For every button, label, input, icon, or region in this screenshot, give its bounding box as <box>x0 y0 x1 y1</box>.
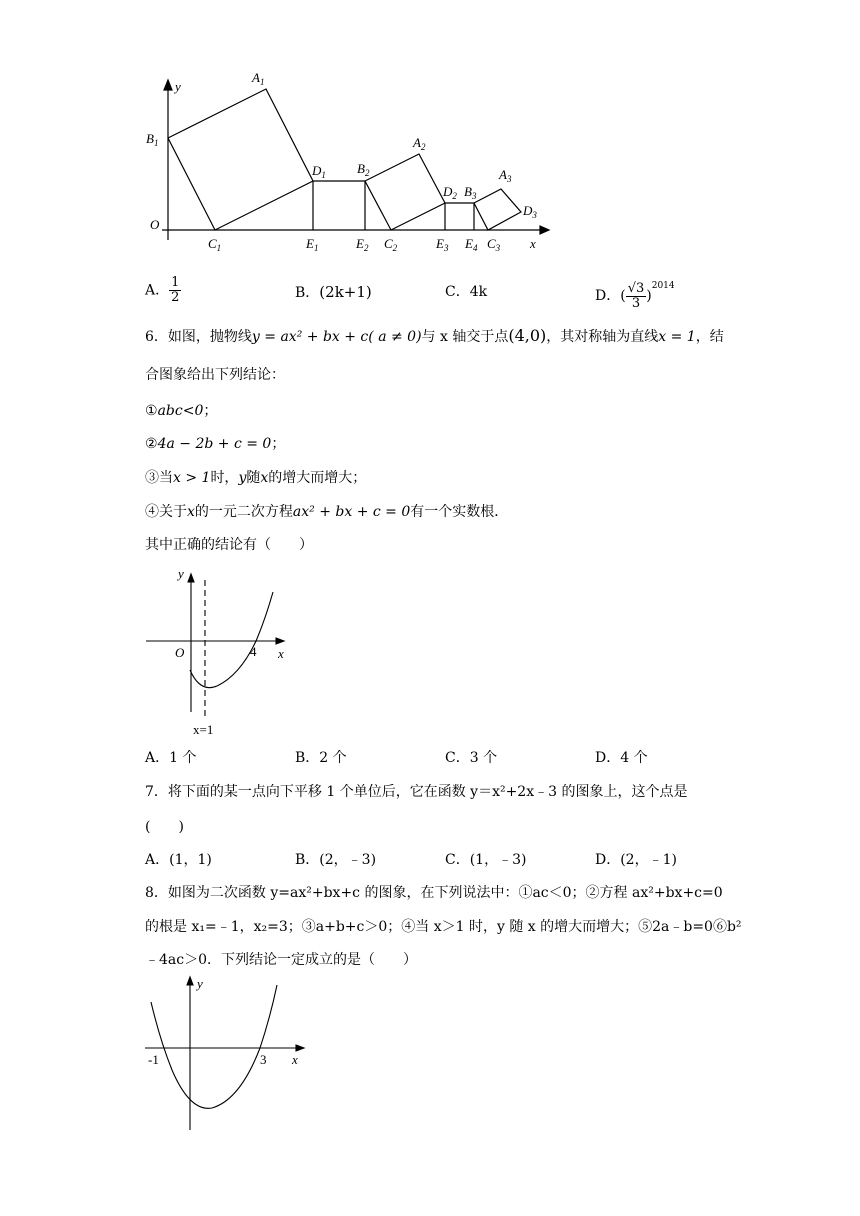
label-O: O <box>150 217 160 232</box>
label-B2: $B_2$ <box>357 161 370 178</box>
q6-line-2: 合图象给出下列结论： <box>145 367 285 383</box>
q6-option-d: D．4 个 <box>595 750 648 766</box>
label-A1: $A_1$ <box>252 70 265 87</box>
q7-option-b: B．(2，﹣3) <box>295 852 377 868</box>
x-axis-arrow <box>540 226 549 234</box>
q8-line-2: 的根是 x₁=﹣1，x₂=3；③a+b+c＞0；④当 x＞1 时，y 随 x 的增大而增大；⑤2a﹣b=0⑥b² <box>145 919 742 935</box>
square-2 <box>365 154 445 230</box>
fraction-one-half: $\frac{1}{2}$ <box>171 275 180 305</box>
squares-figure <box>140 65 560 260</box>
q5-option-d: D．( $\frac{√3}{3}$ )$^{2014}$ <box>595 280 675 311</box>
q8-parabola-graph <box>140 970 310 1135</box>
label-A3: $A_3$ <box>499 167 512 184</box>
label-E3: $E_3$ <box>436 236 449 253</box>
fraction-sqrt3-over-3: $\frac{√3}{3}$ <box>627 280 645 311</box>
q5-option-b: B．(2k+1) <box>295 283 372 301</box>
q8-y-arrow <box>187 977 193 985</box>
label-D2: $D_2$ <box>443 184 457 201</box>
q6-parabola-graph <box>140 560 300 740</box>
q6-y-arrow <box>188 574 194 582</box>
q6-label-x: x <box>278 646 284 661</box>
q7-line-1: 7．将下面的某一点向下平移 1 个单位后，它在函数 y＝x²+2x﹣3 的图象上，这个点是 <box>145 784 688 800</box>
q6-label-O: O <box>175 645 185 660</box>
q8-label-y: y <box>197 976 203 991</box>
q5-option-c: C．4k <box>445 284 488 300</box>
square-1 <box>168 89 313 230</box>
q5-option-a: A． $\frac{1}{2}$ <box>145 275 180 305</box>
label-C3: $C_3$ <box>487 236 501 253</box>
q6-x-arrow <box>276 638 284 644</box>
label-E2: $E_2$ <box>356 236 369 253</box>
q6-conclusion-3: ③当x > 1时，y随x的增大而增大； <box>145 470 367 486</box>
q8-label-3: 3 <box>260 1052 267 1067</box>
q8-parabola <box>151 985 277 1108</box>
square-3 <box>474 189 521 230</box>
q8-line-1: 8．如图为二次函数 y=ax²+bx+c 的图象，在下列说法中：①ac＜0；②方程 ax²+bx+c=0 <box>145 885 723 901</box>
label-D1: $D_1$ <box>312 163 326 180</box>
q6-option-b: B．2 个 <box>295 750 347 766</box>
q8-label-neg1: -1 <box>148 1052 159 1067</box>
q6-label-axis: x=1 <box>193 722 214 737</box>
label-D3: $D_3$ <box>523 203 537 220</box>
q6-label-y: y <box>178 566 184 581</box>
q6-parabola <box>190 592 273 688</box>
q6-label-4: 4 <box>250 644 257 659</box>
label-B1: $B_1$ <box>146 131 159 148</box>
q7-option-c: C．(1，﹣3) <box>445 852 527 868</box>
q6-prompt: 其中正确的结论有（ ） <box>145 537 313 553</box>
label-E4: $E_4$ <box>465 236 478 253</box>
label-C2: $C_2$ <box>384 236 398 253</box>
label-y: y <box>175 79 181 94</box>
label-E1: $E_1$ <box>306 236 319 253</box>
y-axis-arrow <box>164 80 172 90</box>
q8-line-3: ﹣4ac＞0．下列结论一定成立的是（ ） <box>145 952 418 968</box>
q7-option-a: A．(1，1) <box>145 852 212 868</box>
q8-x-arrow <box>296 1045 304 1051</box>
label-C1: $C_1$ <box>208 236 222 253</box>
q8-label-x: x <box>292 1052 298 1067</box>
q6-conclusion-1: ①abc<0； <box>145 403 218 419</box>
label-B3: $B_3$ <box>464 184 477 201</box>
q6-option-a: A．1 个 <box>145 750 197 766</box>
q6-line-1: 6．如图，抛物线y = ax² + bx + c( a ≠ 0)与 x 轴交于点(4,0)，其对称轴为直线x = 1，结 <box>145 326 724 345</box>
q6-option-c: C．3 个 <box>445 750 498 766</box>
q6-conclusion-2: ②4a − 2b + c = 0； <box>145 436 286 452</box>
q6-conclusion-4: ④关于x的一元二次方程ax² + bx + c = 0有一个实数根． <box>145 504 509 520</box>
label-x: x <box>530 236 536 251</box>
q7-option-d: D．(2，﹣1) <box>595 852 677 868</box>
label-A2: $A_2$ <box>413 135 426 152</box>
q7-line-2: ( ) <box>145 819 184 835</box>
